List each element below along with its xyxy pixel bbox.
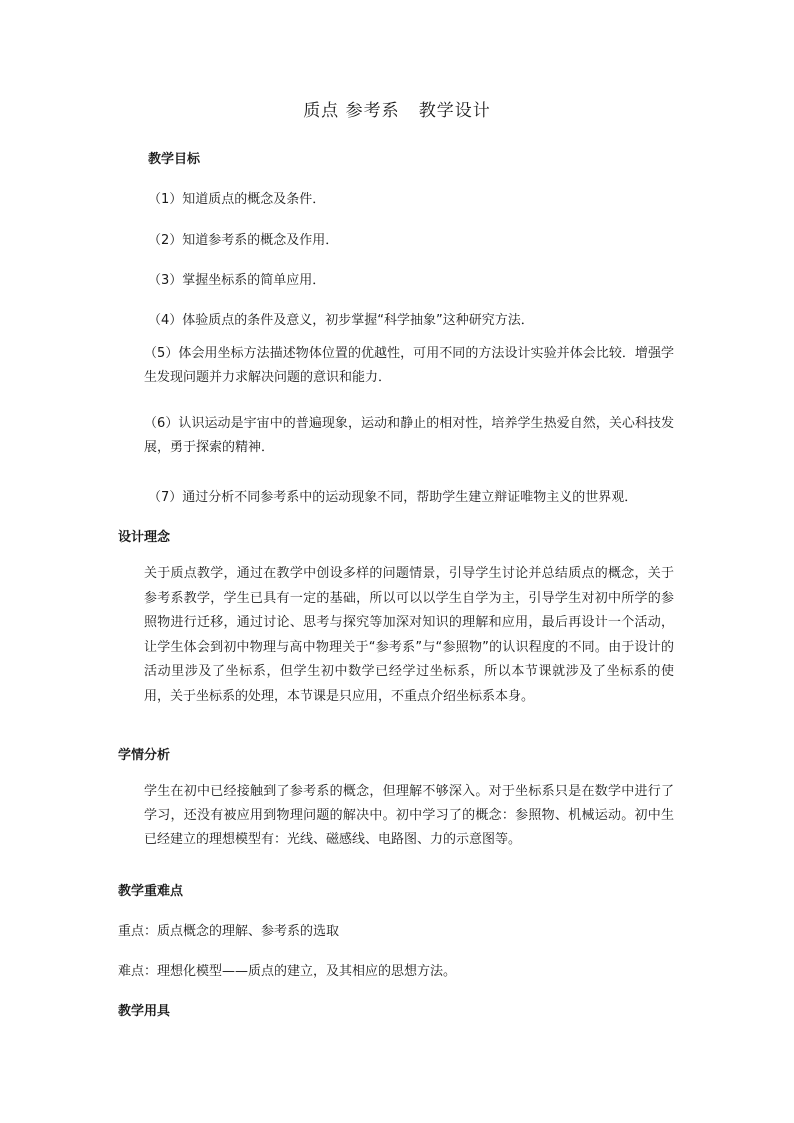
objective-item-4: （4）体验质点的条件及意义，初步掌握“科学抽象”这种研究方法． — [148, 313, 534, 328]
objective-item-3: （3）掌握坐标系的简单应用． — [148, 273, 326, 288]
difficulty-line: 难点：理想化模型——质点的建立，及其相应的思想方法。 — [118, 964, 457, 979]
learner-analysis-paragraph — [118, 780, 674, 852]
objective-item-1: （1）知道质点的概念及条件． — [148, 192, 326, 207]
design-concept-text: 关于质点教学，通过在教学中创设多样的问题情景，引导学生讨论并总结质点的概念，关于参考系教学，学生已具有一定的基础，所以可以以学生自学为主，引导学生对初中所学的参照物进行迁移，通过讨论、思考与探究等加深对知识的理解和应用，最后再设计一个活动，让学生体会到初中物理与高中物理关于“参考系”与“参照物”的认识程度的不同。由于设计的活动里涉及了坐标系，但学生初中数学已经学过坐标系，所以本节课就涉及了坐标系的使用，关于坐标系的处理，本节课是只应用，不重点介绍坐标系本身。 — [144, 566, 674, 704]
objective-item-6-text: （6）认识运动是宇宙中的普遍现象，运动和静止的相对性，培养学生热爱自然，关心科技发展，勇于探索的精神． — [144, 416, 674, 455]
design-concept-paragraph — [118, 562, 674, 709]
objectives-heading: 教学目标 — [148, 152, 201, 167]
tools-heading: 教学用具 — [118, 1004, 171, 1019]
learner-analysis-text: 学生在初中已经接触到了参考系的概念，但理解不够深入。对于坐标系只是在数学中进行了学习，还没有被应用到物理问题的解决中。初中学习了的概念：参照物、机械运动。初中生已经建立的理想模型有：光线、磁感线、电路图、力的示意图等。 — [144, 784, 674, 847]
objective-item-7: （7）通过分析不同参考系中的运动现象不同，帮助学生建立辩证唯物主义的世界观． — [148, 490, 638, 505]
objective-item-6 — [118, 412, 674, 460]
document-title: 质点 参考系 教学设计 — [303, 101, 491, 121]
learner-analysis-heading: 学情分析 — [118, 748, 171, 763]
objective-item-2: （2）知道参考系的概念及作用． — [148, 233, 339, 248]
key-points-heading: 教学重难点 — [118, 884, 184, 899]
key-point-line: 重点：质点概念的理解、参考系的选取 — [118, 924, 340, 939]
design-concept-heading: 设计理念 — [118, 530, 171, 545]
objective-item-5 — [118, 342, 674, 390]
objective-item-5-text: （5）体会用坐标方法描述物体位置的优越性，可用不同的方法设计实验并体会比较．增强学生发现问题并力求解决问题的意识和能力． — [144, 346, 674, 385]
